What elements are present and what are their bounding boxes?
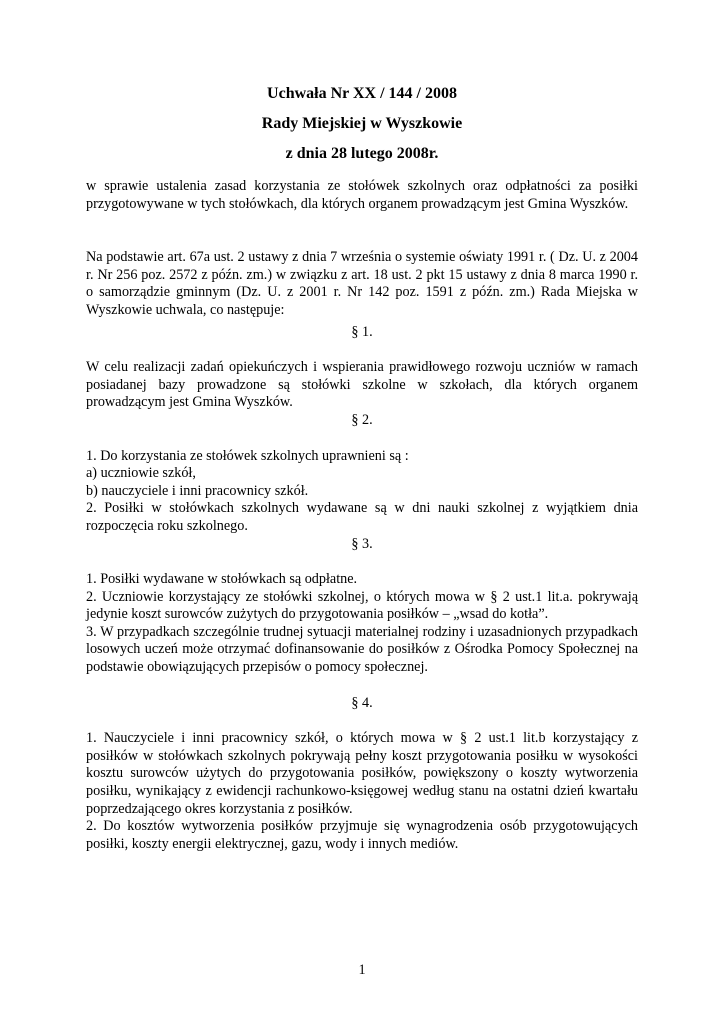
section-1-text: W celu realizacji zadań opiekuńczych i wspierania prawidłowego rozwoju uczniów w ramach posiadanej bazy prowadzone są stołówki szkolne w szkołach, dla których organem prowadzącym jest Gmina Wyszków. <box>86 359 638 411</box>
section-3-line: 3. W przypadkach szczególnie trudnej sytuacji materialnej rodziny i uzasadnionych przypadkach losowych uczeń może otrzymać dofinansowanie do posiłków z Ośrodka Pomocy Społecznej na podstawie obowiązujących przepisów o pomocy społecznej. <box>86 623 638 676</box>
resolution-council: Rady Miejskiej w Wyszkowie <box>261 115 463 132</box>
section-3-heading: § 3. <box>351 535 373 552</box>
document-body <box>86 84 638 853</box>
page-number: 1 <box>358 962 366 978</box>
section-4-heading: § 4. <box>351 694 373 711</box>
section-3-line: 1. Posiłki wydawane w stołówkach są odpłatne. <box>86 571 358 588</box>
section-2-line: b) nauczyciele i inni pracownicy szkół. <box>86 482 309 499</box>
resolution-preamble: Na podstawie art. 67a ust. 2 ustawy z dnia 7 września o systemie oświaty 1991 r. ( Dz. U. z 2004 r. Nr 256 poz. 2572 z późn. zm.) w związku z art. 18 ust. 2 pkt 15 ustawy z dnia 8 marca 1990 r. o samorządzie gminnym (Dz. U. z 2001 r. Nr 142 poz. 1591 z późn. zm.) Rada Miejska w Wyszkowie uchwala, co następuje: <box>86 249 638 318</box>
resolution-date: z dnia 28 lutego 2008r. <box>285 145 439 162</box>
resolution-title: Uchwała Nr XX / 144 / 2008 <box>267 85 457 102</box>
resolution-subject: w sprawie ustalenia zasad korzystania ze stołówek szkolnych oraz odpłatności za posiłki przygotowywane w tych stołówkach, dla których organem prowadzącym jest Gmina Wyszków. <box>86 178 638 212</box>
section-2-heading: § 2. <box>351 411 373 428</box>
section-4-line: 1. Nauczyciele i inni pracownicy szkół, o których mowa w § 2 ust.1 lit.b korzystający z posiłków w stołówkach szkolnych pokrywają pełny koszt przygotowania posiłku w wysokości kosztu surowców użytych do przygotowania posiłków, powiększony o koszty wytworzenia posiłku, wynikający z ewidencji rachunkowo-księgowej według stanu na ostatni dzień kwartału poprzedzającego okres korzystania z posiłków. <box>86 730 638 817</box>
section-2-line: 2. Posiłki w stołówkach szkolnych wydawane są w dni nauki szkolnej z wyjątkiem dnia rozpoczęcia roku szkolnego. <box>86 500 638 534</box>
section-2-line: a) uczniowie szkół, <box>86 465 196 482</box>
section-1-heading: § 1. <box>351 323 373 340</box>
section-2-line: 1. Do korzystania ze stołówek szkolnych uprawnieni są : <box>86 447 409 464</box>
section-4-line: 2. Do kosztów wytworzenia posiłków przyjmuje się wynagrodzenia osób przygotowujących posiłki, koszty energii elektrycznej, gazu, wody i innych mediów. <box>86 818 638 852</box>
section-3-line: 2. Uczniowie korzystający ze stołówki szkolnej, o których mowa w § 2 ust.1 lit.a. pokrywają jedynie koszt surowców zużytych do przygotowania posiłków – „wsad do kotła”. <box>86 588 638 623</box>
